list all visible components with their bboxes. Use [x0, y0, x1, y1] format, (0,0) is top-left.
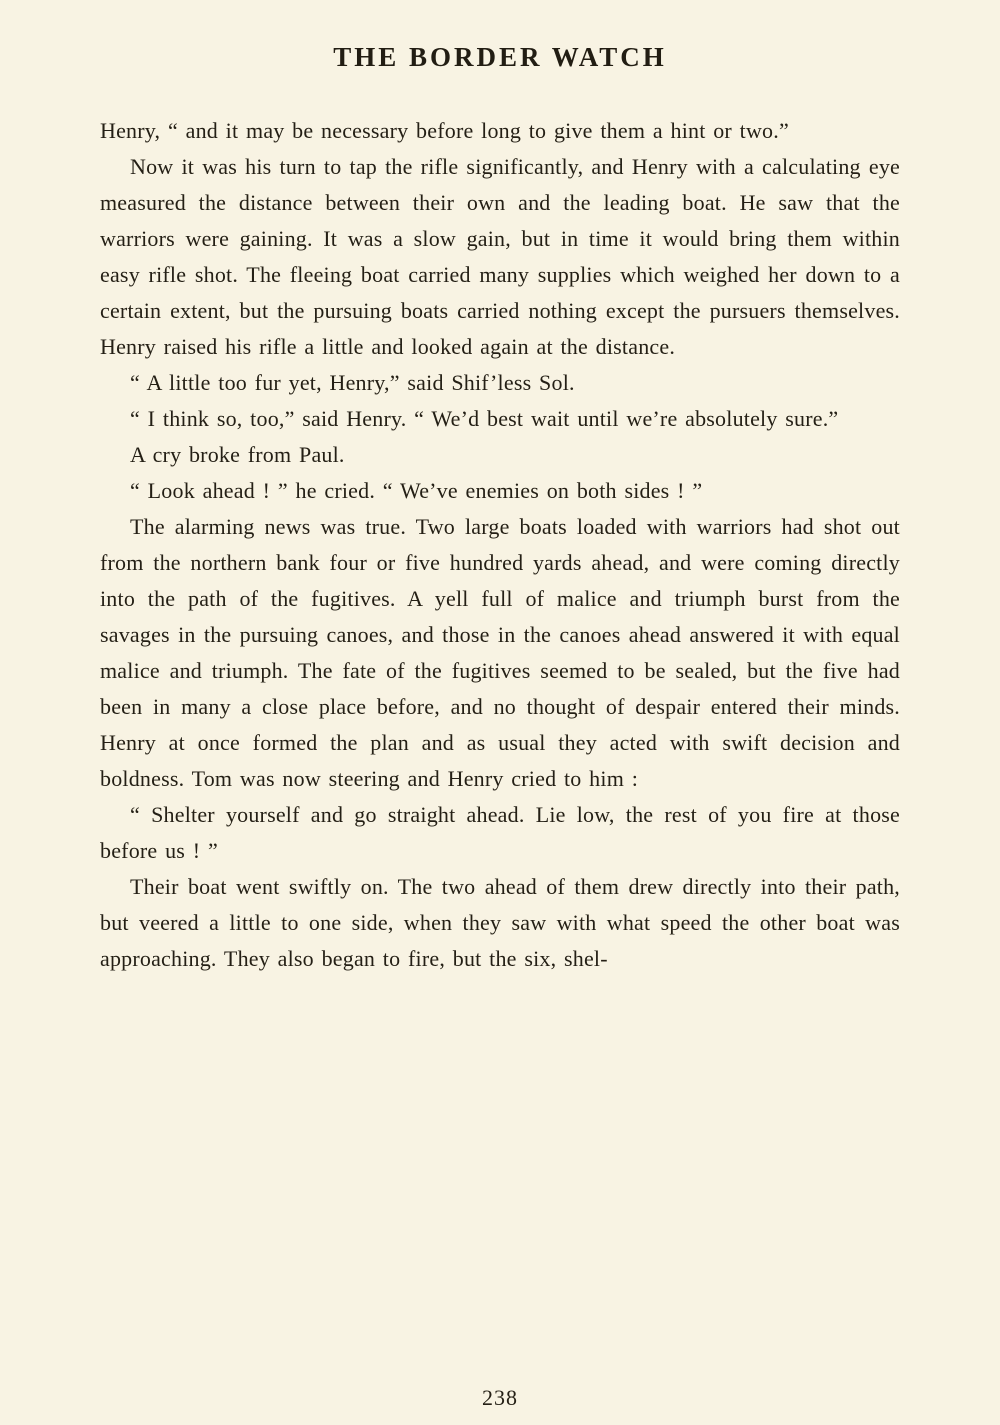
body-text — [100, 113, 900, 977]
paragraph: A cry broke from Paul. — [130, 442, 345, 467]
paragraph: The alarming news was true. Two large boats loaded with warriors had shot out from the northern bank four or five hundred yards ahead, and were coming directly into the path of the fugitives. A yell full of malice and triumph burst from the savages in the pursuing canoes, and those in the canoes ahead answered it with equal malice and triumph. The fate of the fugitives seemed to be sealed, but the five had been in many a close place before, and no thought of despair entered their minds. Henry at once formed the plan and as usual they acted with swift decision and boldness. Tom was now steering and Henry cried to him : — [100, 514, 900, 791]
page-number: 238 — [482, 1385, 518, 1410]
paragraph: “ Shelter yourself and go straight ahead. Lie low, the rest of you fire at those before us ! ” — [100, 802, 900, 863]
paragraph: “ A little too fur yet, Henry,” said Shif’less Sol. — [130, 370, 575, 395]
page-title: THE BORDER WATCH — [333, 42, 667, 72]
paragraph-continuation: Henry, “ and it may be necessary before long to give them a hint or two.” — [100, 118, 789, 143]
paragraph: Now it was his turn to tap the rifle significantly, and Henry with a calculating eye measured the distance between their own and the leading boat. He saw that the warriors were gaining. It was a slow gain, but in time it would bring them within easy rifle shot. The fleeing boat carried many supplies which weighed her down to a certain extent, but the pursuing boats carried nothing except the pursuers themselves. Henry raised his rifle a little and looked again at the distance. — [100, 154, 900, 359]
paragraph: “ I think so, too,” said Henry. “ We’d best wait until we’re absolutely sure.” — [130, 406, 839, 431]
paragraph: “ Look ahead ! ” he cried. “ We’ve enemies on both sides ! ” — [130, 478, 703, 503]
paragraph: Their boat went swiftly on. The two ahead of them drew directly into their path, but veered a little to one side, when they saw with what speed the other boat was approaching. They also began to fire, but the six, shel- — [100, 874, 900, 971]
